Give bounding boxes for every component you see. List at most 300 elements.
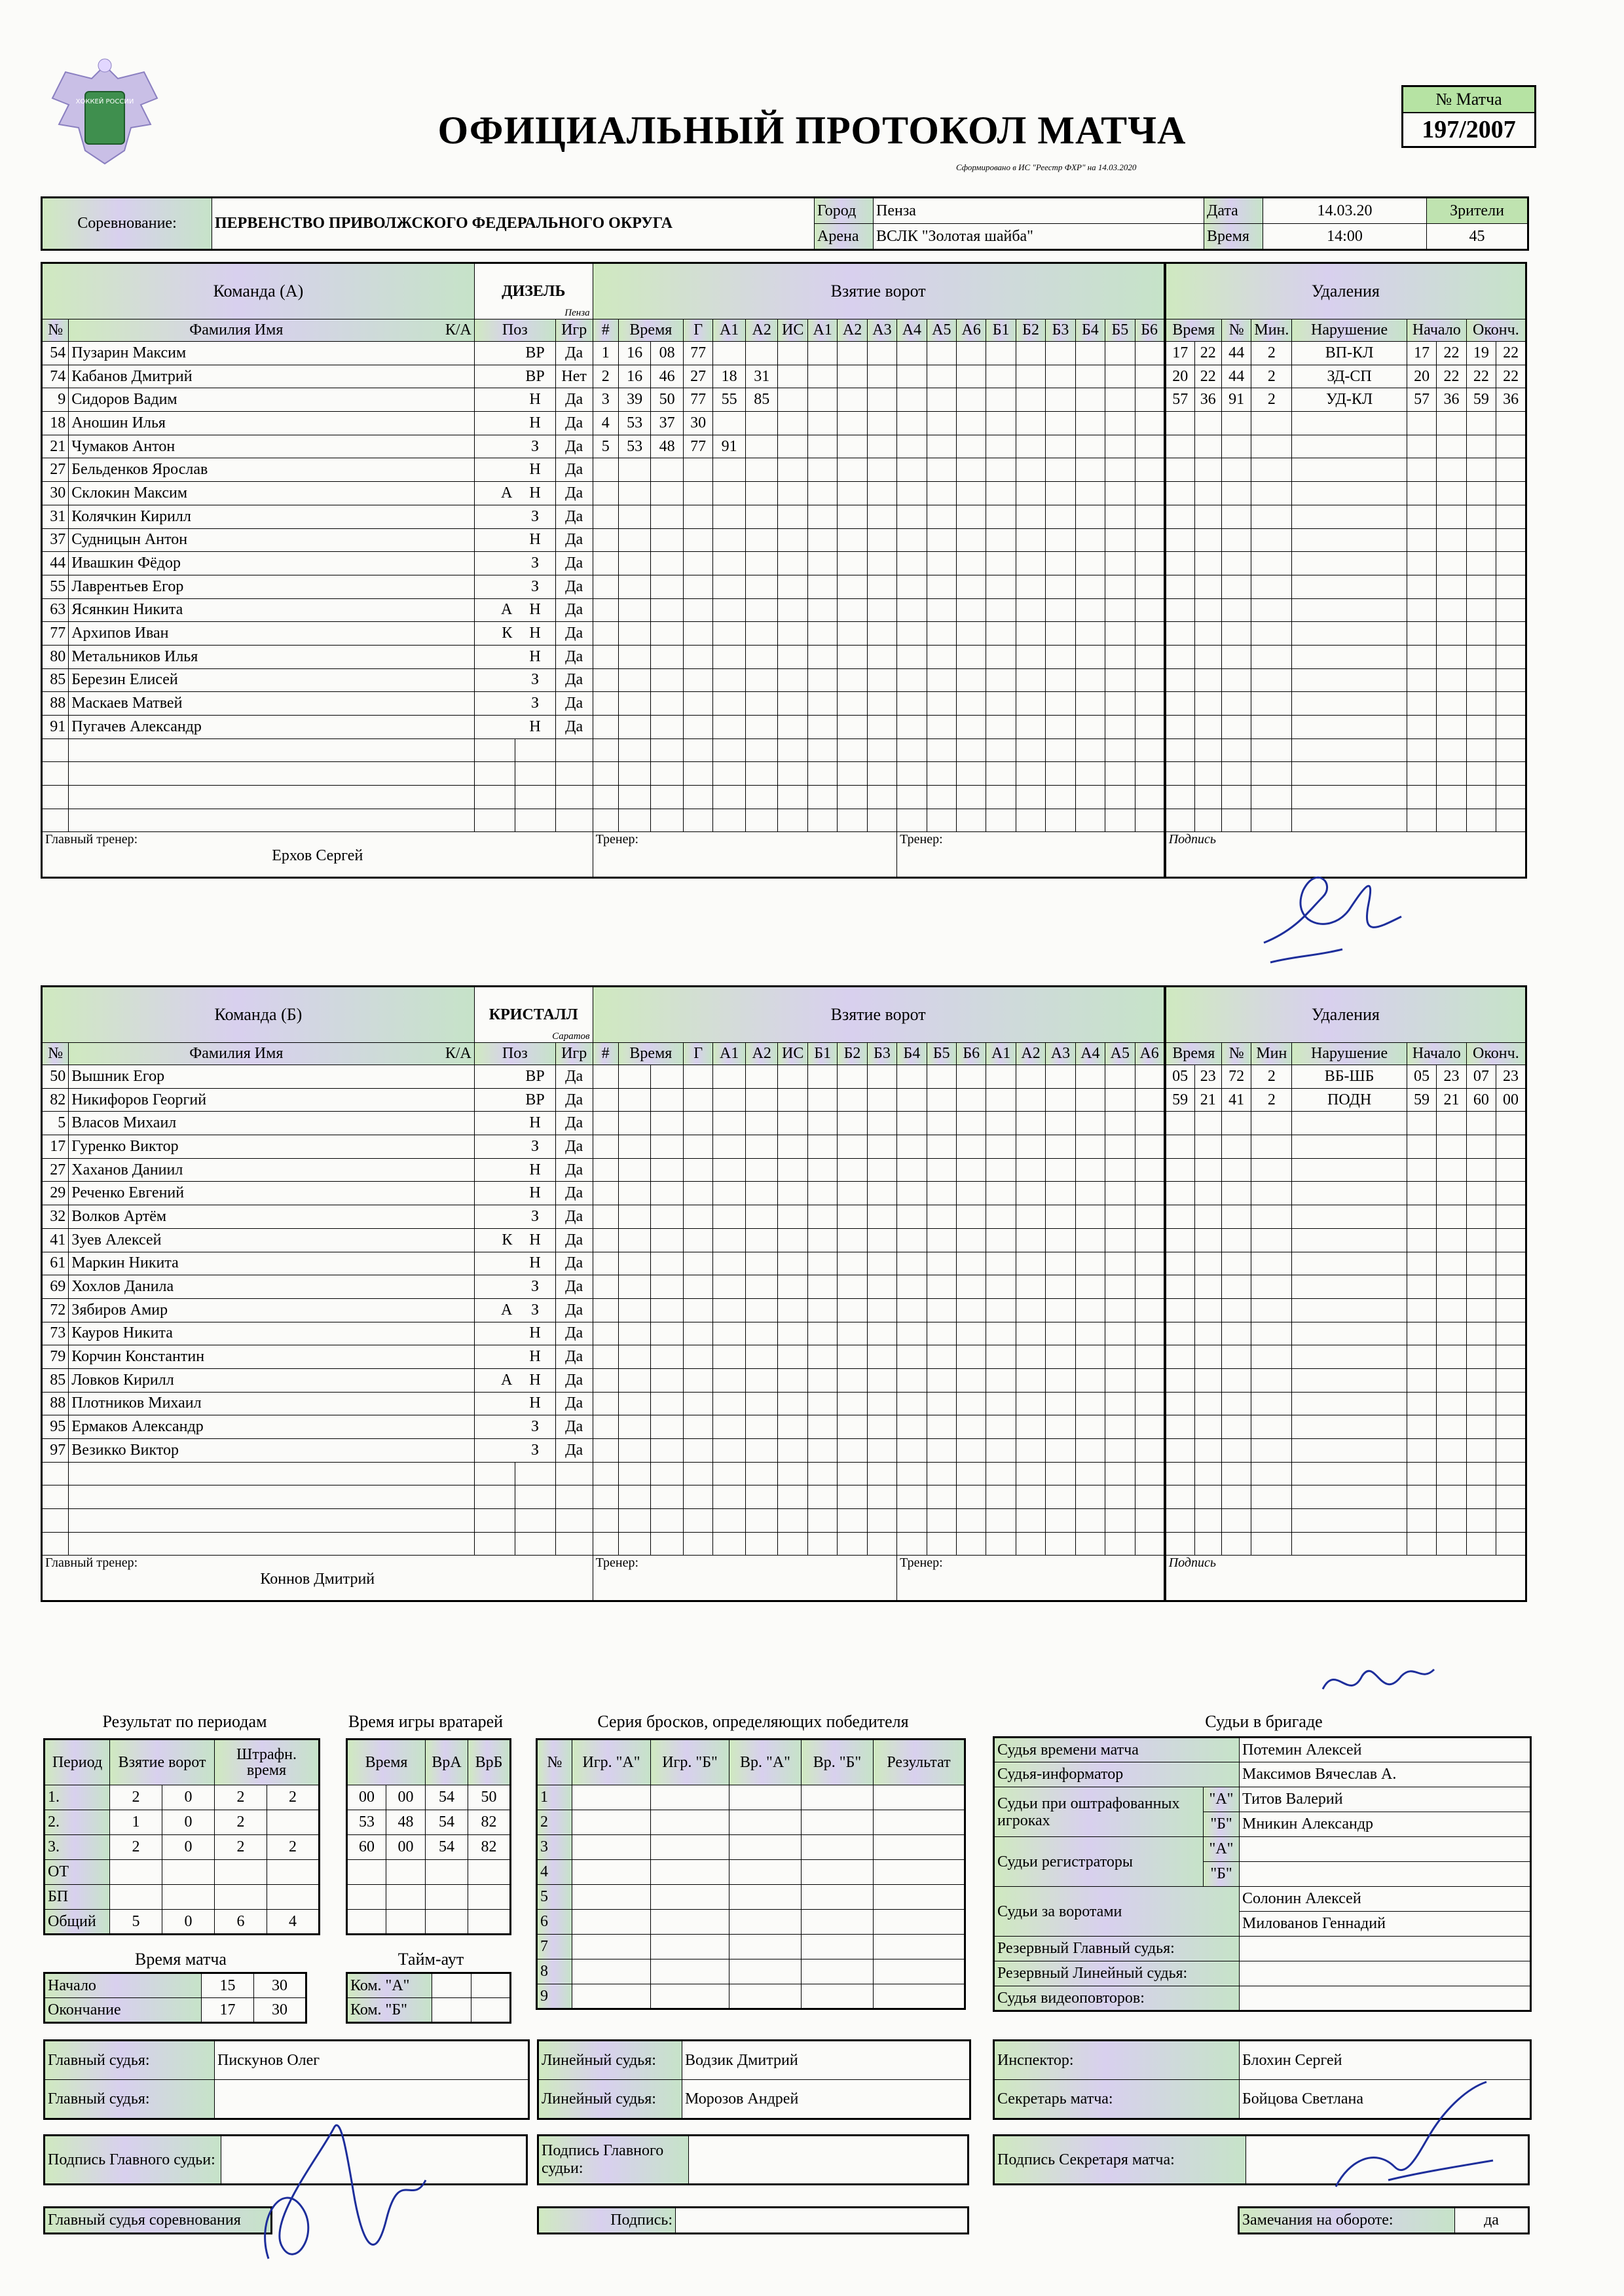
penalty-cell bbox=[1194, 1509, 1221, 1533]
goal-cell bbox=[897, 1228, 927, 1252]
goal-cell bbox=[593, 738, 618, 762]
goal-cell bbox=[778, 528, 807, 552]
team-name bbox=[474, 987, 593, 1043]
player-pos: ВР bbox=[515, 365, 555, 388]
goal-cell bbox=[618, 1065, 651, 1089]
goal-cell bbox=[1135, 809, 1165, 832]
shootout-no: 8 bbox=[537, 1959, 572, 1984]
penalty-ss: 21 bbox=[1194, 1088, 1221, 1112]
penalty-cell bbox=[1496, 1252, 1526, 1275]
goal-mm: 16 bbox=[618, 365, 651, 388]
penalty-cell bbox=[1165, 458, 1194, 482]
period-label: БП bbox=[45, 1885, 110, 1910]
goal-cell bbox=[957, 1392, 986, 1415]
goal-cell bbox=[778, 435, 807, 458]
secretary-label: Секретарь матча: bbox=[994, 2080, 1240, 2119]
penalties-title: Удаления bbox=[1165, 263, 1526, 319]
goal-cell bbox=[807, 1065, 837, 1089]
empty-cell bbox=[42, 786, 69, 809]
goal-cell bbox=[867, 1415, 896, 1439]
empty-cell bbox=[515, 809, 555, 832]
goal-cell bbox=[683, 1439, 712, 1463]
goal-cell bbox=[897, 692, 927, 716]
player-number: 37 bbox=[42, 528, 69, 552]
goal-cell bbox=[1075, 598, 1105, 622]
goal-cell bbox=[986, 1065, 1016, 1089]
goal-cell bbox=[778, 388, 807, 412]
goal-cell bbox=[957, 575, 986, 598]
goal-cell bbox=[1105, 1462, 1135, 1485]
player-row bbox=[42, 1462, 1526, 1485]
pim-col-header: Штрафн. время bbox=[215, 1740, 320, 1785]
goal-cell bbox=[1046, 1368, 1075, 1392]
goal-cell bbox=[1135, 1345, 1165, 1369]
penalty-cell bbox=[1407, 1322, 1436, 1345]
penalty-cell bbox=[1292, 435, 1407, 458]
goal-cell bbox=[986, 1532, 1016, 1556]
goal-col-header: Б4 bbox=[1075, 319, 1105, 342]
goal-cell bbox=[593, 552, 618, 575]
goal-cell bbox=[618, 1088, 651, 1112]
goal-cell bbox=[745, 1532, 778, 1556]
goal-cell bbox=[618, 716, 651, 739]
goal-cell bbox=[897, 1182, 927, 1205]
goal-cell bbox=[838, 435, 867, 458]
penalty-cell bbox=[1292, 1275, 1407, 1299]
goal-cell bbox=[778, 1485, 807, 1509]
player-number: 30 bbox=[42, 482, 69, 505]
goal-cell bbox=[1016, 575, 1045, 598]
penalty-cell bbox=[1407, 1532, 1436, 1556]
shootout-cell bbox=[572, 1959, 651, 1984]
goal-cell bbox=[1075, 1112, 1105, 1135]
penalty-s1: 59 bbox=[1407, 1088, 1436, 1112]
goal-cell bbox=[867, 482, 896, 505]
goal-cell bbox=[651, 1228, 684, 1252]
penalty-cell bbox=[1466, 1345, 1496, 1369]
period-pim-b bbox=[267, 1860, 320, 1885]
goal-a2 bbox=[745, 435, 778, 458]
goal-cell bbox=[683, 1112, 712, 1135]
goal-cell bbox=[838, 809, 867, 832]
goal-col-header: А2 bbox=[745, 319, 778, 342]
goal-cell bbox=[778, 668, 807, 692]
goal-cell bbox=[897, 1485, 927, 1509]
period-pim-b: 4 bbox=[267, 1910, 320, 1935]
penalty-cell bbox=[1194, 482, 1221, 505]
goal-col-header: А1 bbox=[713, 1043, 746, 1065]
player-pos: З bbox=[515, 435, 555, 458]
team-name bbox=[474, 263, 593, 319]
player-play: Да bbox=[555, 598, 593, 622]
goal-cell bbox=[807, 552, 837, 575]
penalty-cell bbox=[1437, 552, 1466, 575]
goal-cell bbox=[1105, 1112, 1135, 1135]
penalty-cell bbox=[1251, 1322, 1292, 1345]
player-row bbox=[42, 1509, 1526, 1533]
period-pim-a: 2 bbox=[215, 1785, 267, 1810]
empty-cell bbox=[42, 1509, 69, 1533]
penalty-cell bbox=[1165, 1392, 1194, 1415]
player-row bbox=[42, 1298, 1526, 1322]
goal-cell bbox=[745, 786, 778, 809]
penalty-cell bbox=[1466, 1392, 1496, 1415]
goal-cell bbox=[593, 645, 618, 668]
empty-cell bbox=[515, 1462, 555, 1485]
penalty-cell bbox=[1466, 1509, 1496, 1533]
goal-cell bbox=[593, 1532, 618, 1556]
penalty-cell bbox=[1194, 668, 1221, 692]
penalty-cell bbox=[1194, 1228, 1221, 1252]
goal-cell bbox=[1075, 622, 1105, 646]
goal-cell bbox=[897, 762, 927, 786]
player-ka bbox=[474, 692, 515, 716]
period-goals-b: 0 bbox=[162, 1810, 215, 1835]
referee-role: Судьи при оштрафованных игроках bbox=[994, 1787, 1204, 1837]
referee-name bbox=[1240, 1837, 1531, 1862]
goalie-b-col: ВрБ bbox=[468, 1740, 511, 1785]
player-number: 80 bbox=[42, 645, 69, 668]
player-play: Да bbox=[555, 668, 593, 692]
penalty-cell bbox=[1165, 1368, 1194, 1392]
goal-cell bbox=[1135, 1065, 1165, 1089]
penalty-cell bbox=[1221, 435, 1251, 458]
goal-cell bbox=[1046, 1065, 1075, 1089]
goal-cell bbox=[1046, 1252, 1075, 1275]
goal-cell bbox=[713, 1392, 746, 1415]
goalie-row bbox=[347, 1885, 511, 1910]
goal-cell bbox=[1046, 1298, 1075, 1322]
penalty-cell bbox=[1407, 1509, 1436, 1533]
penalty-cell bbox=[1221, 482, 1251, 505]
penalty-cell bbox=[1165, 1298, 1194, 1322]
goal-col-header: Б1 bbox=[807, 1043, 837, 1065]
team-name-text: ДИЗЕЛЬ bbox=[502, 282, 566, 300]
goal-cell bbox=[957, 1485, 986, 1509]
penalty-cell bbox=[1165, 786, 1194, 809]
goal-cell bbox=[897, 786, 927, 809]
penalty-cell bbox=[1437, 645, 1466, 668]
goal-cell bbox=[778, 575, 807, 598]
penalty-cell bbox=[1165, 1322, 1194, 1345]
period-row bbox=[45, 1860, 320, 1885]
player-play: Да bbox=[555, 342, 593, 365]
player-number: 85 bbox=[42, 1368, 69, 1392]
signature-cell bbox=[1165, 1556, 1526, 1601]
goal-col-header: А2 bbox=[838, 319, 867, 342]
period-label: 2. bbox=[45, 1810, 110, 1835]
goal-cell bbox=[618, 552, 651, 575]
goal-cell bbox=[867, 809, 896, 832]
penalty-e2: 22 bbox=[1496, 365, 1526, 388]
goal-col-header: Г bbox=[683, 319, 712, 342]
penalty-cell bbox=[1496, 528, 1526, 552]
match-number: 197/2007 bbox=[1422, 116, 1516, 143]
period-goals-a bbox=[110, 1885, 162, 1910]
player-play: Да bbox=[555, 388, 593, 412]
player-row bbox=[42, 1182, 1526, 1205]
goal-cell bbox=[838, 1485, 867, 1509]
goal-cell bbox=[1046, 622, 1075, 646]
goal-cell bbox=[651, 458, 684, 482]
player-ka bbox=[474, 645, 515, 668]
player-row bbox=[42, 1252, 1526, 1275]
goal-cell bbox=[838, 505, 867, 528]
goal-cell bbox=[927, 552, 956, 575]
goal-col-header: Б1 bbox=[986, 319, 1016, 342]
goal-cell bbox=[713, 1532, 746, 1556]
goal-cell bbox=[867, 598, 896, 622]
goal-cell bbox=[618, 1462, 651, 1485]
coach-a-signature bbox=[1244, 851, 1428, 1021]
goal-cell bbox=[838, 1112, 867, 1135]
goal-cell bbox=[1046, 762, 1075, 786]
player-play: Да bbox=[555, 1392, 593, 1415]
penalty-cell bbox=[1292, 482, 1407, 505]
goal-cell bbox=[927, 458, 956, 482]
period-row bbox=[45, 1810, 320, 1835]
penalty-cell bbox=[1165, 622, 1194, 646]
goal-cell bbox=[986, 1182, 1016, 1205]
goal-cell bbox=[618, 622, 651, 646]
shootout-no: 1 bbox=[537, 1785, 572, 1810]
penalty-cell bbox=[1221, 1228, 1251, 1252]
goal-cell bbox=[1135, 1158, 1165, 1182]
goal-cell bbox=[651, 1298, 684, 1322]
goal-cell bbox=[683, 692, 712, 716]
empty-cell bbox=[555, 1532, 593, 1556]
shootout-cell bbox=[572, 1835, 651, 1860]
period-goals-a: 1 bbox=[110, 1810, 162, 1835]
referee-row bbox=[994, 1787, 1531, 1812]
goal-cell bbox=[1105, 1252, 1135, 1275]
goal-col-header: А2 bbox=[745, 1043, 778, 1065]
shootout-cell bbox=[651, 1959, 729, 1984]
goal-cell bbox=[593, 482, 618, 505]
penalty-cell bbox=[1407, 1368, 1436, 1392]
goal-cell bbox=[1105, 435, 1135, 458]
goal-cell bbox=[986, 1088, 1016, 1112]
goal-ss: 48 bbox=[651, 435, 684, 458]
penalty-cell bbox=[1165, 668, 1194, 692]
empty-cell bbox=[69, 786, 475, 809]
goal-cell bbox=[745, 809, 778, 832]
goal-cell bbox=[1135, 716, 1165, 739]
shootout-no: 4 bbox=[537, 1860, 572, 1885]
col-ka: К/А bbox=[445, 1045, 471, 1062]
goal-cell bbox=[897, 435, 927, 458]
team-a-block bbox=[41, 262, 1527, 879]
penalty-cell bbox=[1194, 1415, 1221, 1439]
goal-cell bbox=[778, 786, 807, 809]
penalty-cell bbox=[1292, 1182, 1407, 1205]
player-number: 21 bbox=[42, 435, 69, 458]
empty-cell bbox=[515, 1485, 555, 1509]
goal-cell bbox=[1046, 809, 1075, 832]
player-row bbox=[42, 1485, 1526, 1509]
penalty-cell bbox=[1194, 412, 1221, 435]
goal-mm: 53 bbox=[618, 412, 651, 435]
goal-cell bbox=[1016, 1252, 1045, 1275]
goalie-row bbox=[347, 1785, 511, 1810]
shootout-cell bbox=[572, 1910, 651, 1935]
goal-cell bbox=[713, 505, 746, 528]
goal-cell bbox=[593, 1368, 618, 1392]
shootout-col-header: Вр. "А" bbox=[729, 1740, 802, 1785]
goal-cell bbox=[618, 1322, 651, 1345]
player-name: Корчин Константин bbox=[69, 1345, 475, 1369]
player-pos: З bbox=[515, 1439, 555, 1463]
goal-cell bbox=[1105, 668, 1135, 692]
match-time-table bbox=[43, 1972, 307, 2024]
goal-cell bbox=[807, 1345, 837, 1369]
goal-cell bbox=[957, 1088, 986, 1112]
goal-cell bbox=[807, 668, 837, 692]
goal-cell bbox=[957, 1252, 986, 1275]
goal-cell bbox=[1075, 692, 1105, 716]
goal-cell bbox=[618, 505, 651, 528]
team-name-text: КРИСТАЛЛ bbox=[489, 1006, 578, 1023]
goal-cell bbox=[807, 1182, 837, 1205]
shootout-cell bbox=[874, 1835, 965, 1860]
goal-cell bbox=[618, 1275, 651, 1299]
penalty-cell bbox=[1194, 762, 1221, 786]
goal-cell bbox=[1135, 1322, 1165, 1345]
goal-cell bbox=[593, 716, 618, 739]
goal-cell bbox=[1135, 668, 1165, 692]
goal-cell bbox=[1075, 365, 1105, 388]
goal-cell bbox=[713, 1415, 746, 1439]
penalty-cell bbox=[1437, 1485, 1466, 1509]
penalty-cell bbox=[1221, 1439, 1251, 1463]
penalty-s2: 36 bbox=[1437, 388, 1466, 412]
goal-cell bbox=[957, 1439, 986, 1463]
goal-cell bbox=[957, 528, 986, 552]
goal-cell bbox=[618, 575, 651, 598]
period-pim-b bbox=[267, 1810, 320, 1835]
goal-cell bbox=[593, 505, 618, 528]
shootout-cell bbox=[802, 1860, 874, 1885]
start-ss: 30 bbox=[254, 1973, 306, 1998]
penalty-cell bbox=[1194, 716, 1221, 739]
player-play: Да bbox=[555, 645, 593, 668]
goal-cell bbox=[867, 388, 896, 412]
goal-cell bbox=[778, 1532, 807, 1556]
goal-cell bbox=[867, 505, 896, 528]
pen-col-header: Начало bbox=[1407, 1043, 1466, 1065]
goal-cell bbox=[867, 342, 896, 365]
end-label: Окончание bbox=[45, 1998, 202, 2023]
goalie-b bbox=[468, 1860, 511, 1885]
goalie-ss bbox=[386, 1885, 426, 1910]
goal-col-header: А3 bbox=[867, 319, 896, 342]
penalty-cell bbox=[1407, 505, 1436, 528]
goal-col-header: Время bbox=[618, 319, 683, 342]
shootout-col-header: № bbox=[537, 1740, 572, 1785]
goal-cell bbox=[1135, 1275, 1165, 1299]
goal-cell bbox=[1135, 435, 1165, 458]
penalty-cell bbox=[1496, 1275, 1526, 1299]
player-row bbox=[42, 435, 1526, 458]
goal-cell bbox=[713, 1368, 746, 1392]
goal-cell bbox=[1075, 1392, 1105, 1415]
goal-cell bbox=[778, 1345, 807, 1369]
goalie-mm: 00 bbox=[347, 1785, 386, 1810]
goal-a1: 18 bbox=[713, 365, 746, 388]
period-col-header: Период bbox=[45, 1740, 110, 1785]
goal-cell bbox=[1075, 1088, 1105, 1112]
penalty-cell bbox=[1496, 1135, 1526, 1159]
goal-cell bbox=[867, 412, 896, 435]
goal-cell bbox=[838, 1088, 867, 1112]
player-number: 54 bbox=[42, 342, 69, 365]
goal-cell bbox=[1016, 1275, 1045, 1299]
penalty-cell bbox=[1165, 716, 1194, 739]
goal-a2 bbox=[745, 412, 778, 435]
goal-cell bbox=[713, 622, 746, 646]
player-play: Да bbox=[555, 412, 593, 435]
player-name: Власов Михаил bbox=[69, 1112, 475, 1135]
penalty-cell bbox=[1496, 809, 1526, 832]
player-pos: З bbox=[515, 1298, 555, 1322]
player-pos: ВР bbox=[515, 342, 555, 365]
team-table bbox=[41, 985, 1527, 1602]
shootout-table bbox=[536, 1738, 966, 2010]
penalty-cell bbox=[1466, 668, 1496, 692]
goal-cell bbox=[927, 1252, 956, 1275]
penalty-cell bbox=[1251, 786, 1292, 809]
goal-cell bbox=[713, 1228, 746, 1252]
goal-cell bbox=[683, 1298, 712, 1322]
goal-cell bbox=[1016, 365, 1045, 388]
player-play: Да bbox=[555, 1182, 593, 1205]
shootout-no: 7 bbox=[537, 1935, 572, 1959]
penalty-cell bbox=[1165, 1509, 1194, 1533]
goal-cell bbox=[957, 1158, 986, 1182]
goal-cell bbox=[1075, 552, 1105, 575]
penalty-cell bbox=[1194, 552, 1221, 575]
goal-cell bbox=[683, 575, 712, 598]
player-play: Да bbox=[555, 505, 593, 528]
goal-cell bbox=[1046, 435, 1075, 458]
goal-a1: 91 bbox=[713, 435, 746, 458]
penalty-cell bbox=[1496, 1322, 1526, 1345]
goal-cell bbox=[1105, 1345, 1135, 1369]
penalty-cell bbox=[1496, 786, 1526, 809]
penalty-cell bbox=[1437, 1158, 1466, 1182]
goal-cell bbox=[807, 388, 837, 412]
goal-cell bbox=[927, 786, 956, 809]
goal-cell bbox=[986, 716, 1016, 739]
penalty-cell bbox=[1251, 1485, 1292, 1509]
shootout-no: 5 bbox=[537, 1885, 572, 1910]
player-row bbox=[42, 692, 1526, 716]
player-pos: Н bbox=[515, 388, 555, 412]
penalty-cell bbox=[1292, 1228, 1407, 1252]
shootout-cell bbox=[729, 1910, 802, 1935]
goal-cell bbox=[807, 1275, 837, 1299]
player-pos: Н bbox=[515, 598, 555, 622]
player-ka bbox=[474, 668, 515, 692]
penalty-cell bbox=[1437, 1205, 1466, 1229]
comp-ref-box bbox=[43, 2206, 272, 2234]
period-row bbox=[45, 1910, 320, 1935]
goal-cell bbox=[957, 1368, 986, 1392]
penalty-cell bbox=[1165, 1275, 1194, 1299]
penalty-cell bbox=[1292, 1462, 1407, 1485]
goalie-b: 82 bbox=[468, 1835, 511, 1860]
goal-cell bbox=[651, 1532, 684, 1556]
